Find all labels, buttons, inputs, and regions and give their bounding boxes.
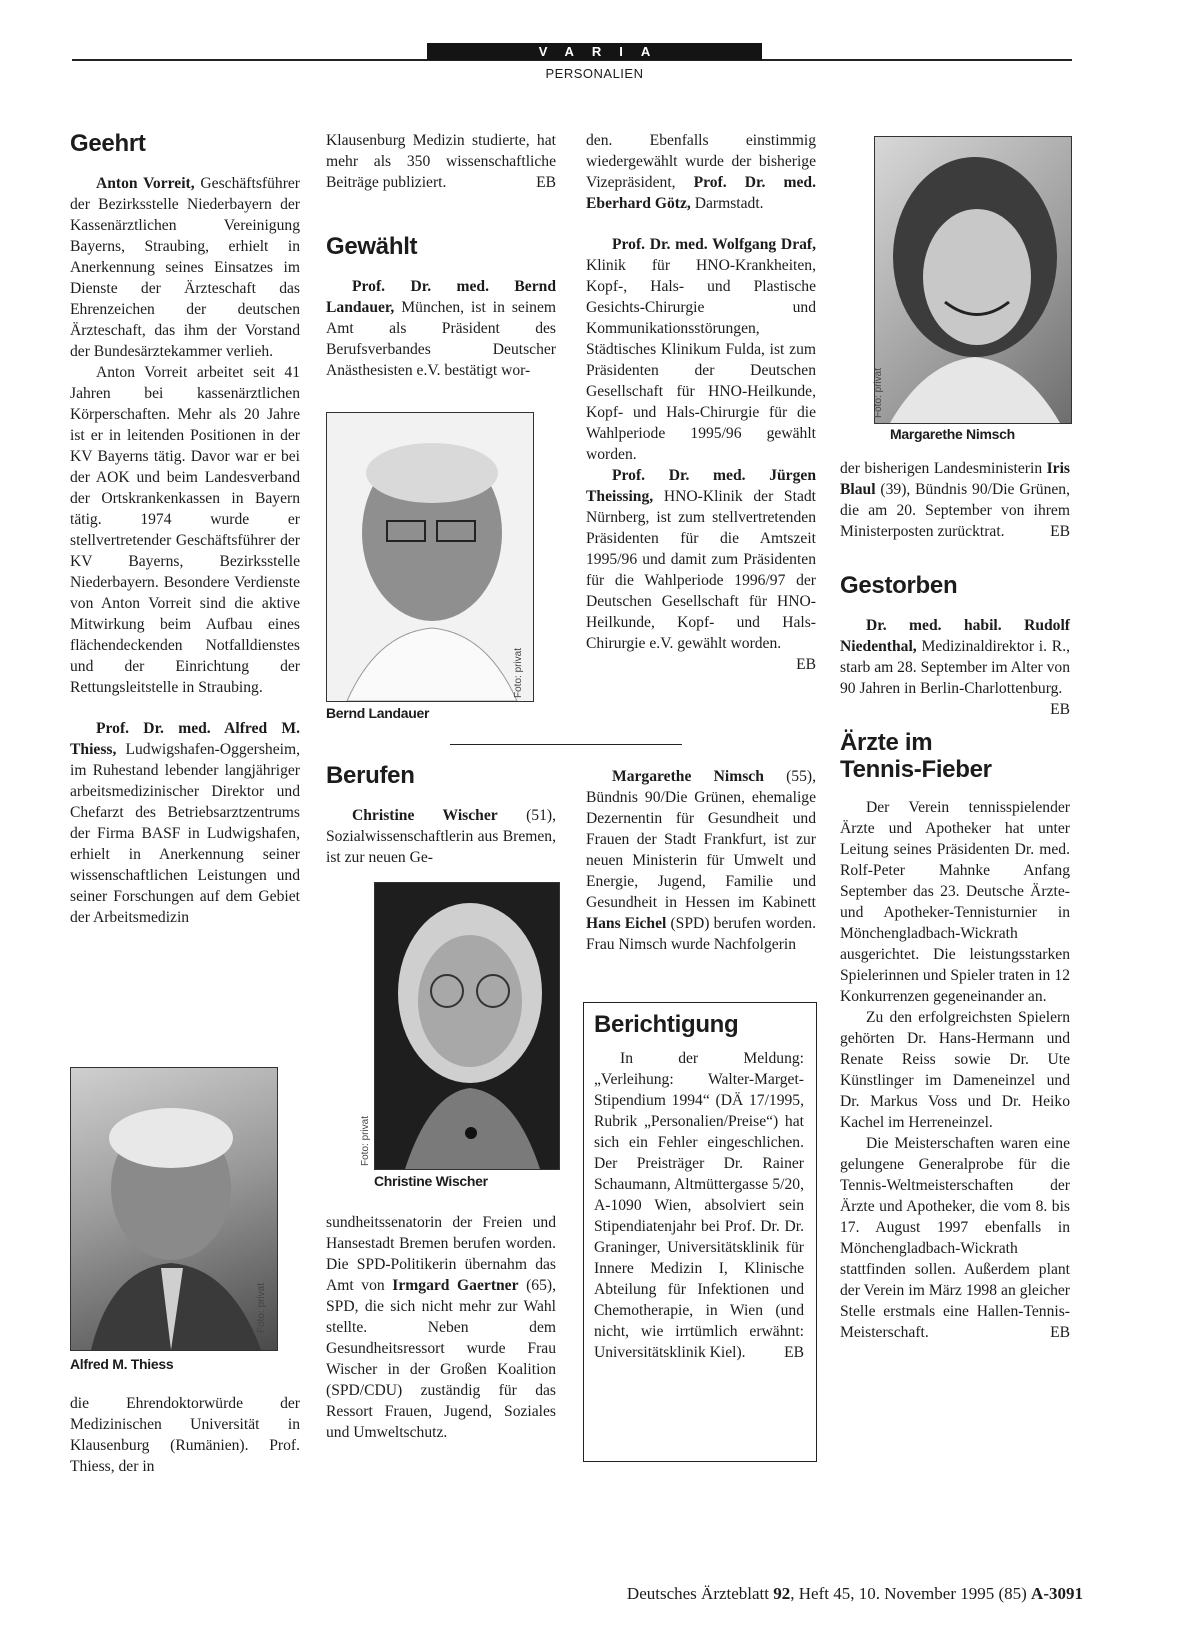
photo-caption: Christine Wischer — [374, 1173, 488, 1189]
person-name: Christine Wischer — [352, 807, 498, 824]
berichtigung-content: Berichtigung In der Meldung: „Verleihung: Walter-Marget-Stipendium 1994“ (DÄ 17/1995, Rubrik „Personalien/Preise“) hat sich ein Fehler eingeschlichen. Der Preisträger Dr. Rainer Schaumann, Altmüttergasse 5/20, A-1090 Wien, absolviert sein Stipendiatenjahr bei Prof. Dr. Dr. Graninger, Universitätsklinik für Innere Medizin I, Klinische Abteilung für Infektionen und Chemotherapie, in Wien (und nicht, wie irrtümlich erwähnt: Universitätsklinik Kiel). EB — [594, 1011, 804, 1361]
article-landauer: Prof. Dr. med. Bernd Landauer, München, ist in seinem Amt als Präsident des Berufsverbandes Deutscher Anästhesisten e.V. bestätigt wor- — [326, 278, 556, 379]
portrait-image — [375, 883, 559, 1169]
person-name: Iris Blaul — [840, 460, 1070, 498]
article-draf: Prof. Dr. med. Wolfgang Draf, Klinik für HNO-Krankheiten, Kopf-, Hals- und Plastische Gesichts-Chirurgie und Kommunikationsstörungen, Städtisches Klinikum Fulda, ist zum Präsidenten der Deutschen Gesellschaft für HNO-Heilkunde, Kopf- und Hals-Chirurgie für die Wahlperiode 1995/96 gewählt worden. — [586, 236, 816, 463]
photo-nimsch — [874, 136, 1072, 424]
person-name: Irmgard Gaertner — [392, 1277, 519, 1294]
person-name: Prof. Dr. med. Eberhard Götz, — [586, 174, 816, 212]
berufen-section — [326, 762, 556, 868]
portrait-image — [327, 413, 533, 701]
person-name: Hans Eichel — [586, 915, 667, 932]
section-divider — [450, 744, 682, 745]
section-banner: VARIA — [427, 43, 762, 60]
article-niedenthal: Dr. med. habil. Rudolf Niedenthal, Medizinaldirektor i. R., starb am 28. September im Alter von 90 Jahren in Berlin-Charlottenburg. EB — [840, 617, 1070, 718]
heading-berufen: Berufen — [326, 762, 415, 789]
person-name: Prof. Dr. med. Bernd Landauer, — [326, 278, 556, 316]
person-name: Anton Vorreit, — [96, 175, 195, 192]
column-2: Klausenburg Medizin studierte, hat mehr als 350 wissenschaftliche Beiträge publiziert. EB Gewählt Prof. Dr. med. Bernd Landauer, München, ist in seinem Amt als Präsident des Berufsverbandes Deutscher Anästhesisten e.V. bestätigt wor- — [326, 132, 556, 379]
page-footer: Deutsches Ärzteblatt 92, Heft 45, 10. November 1995 (85) A-3091 — [626, 1584, 1083, 1603]
berufen-cont: sundheitssenatorin der Freien und Hansestadt Bremen berufen worden. Die SPD-Politikerin übernahm das Amt von Irmgard Gaertner (65), SPD, die sich nicht mehr zur Wahl stellte. Neben dem Gesundheitsressort wurde Frau Wischer in der Großen Koalition (SPD/CDU) zuständig für das Ressort Frauen, Jugend, Soziales und Umweltschutz. — [326, 1214, 556, 1441]
column-1-bottom: die Ehrendoktorwürde der Medizinischen Universität in Klausenburg (Rumänien). Prof. Thiess, der in — [70, 1395, 300, 1475]
article-tennis-1: Der Verein tennisspielender Ärzte und Apotheker hat unter Leitung seines Präsidenten Dr. med. Rolf-Peter Mahnke Anfang September das 23. Deutsche Ärzte- und Apotheker-Tennisturnier in Mönchengladbach-Wickrath ausgerichtet. Die leistungsstarken Spielerinnen und Spieler traten in 12 Konkurrenzen gegeneinander an. — [840, 799, 1070, 1005]
photo-credit: Foto: privat — [513, 647, 524, 698]
person-name: Dr. med. habil. Rudolf Niedenthal, — [840, 617, 1070, 655]
article-vorreit: Anton Vorreit, Geschäftsführer der Bezirksstelle Niederbayern der Kassenärztlichen Vereinigung Bayerns, Straubing, erhielt in Anerkennung seines Einsatzes im Dienste der Ärzteschaft das Ehrenzeichen der deutschen Ärzteschaft, das ihm der Vorstand der Bundesärztekammer verlieh. — [70, 175, 300, 360]
photo-credit: Foto: privat — [360, 1115, 371, 1166]
column-1 — [70, 130, 300, 928]
person-name: Prof. Dr. med. Wolfgang Draf, — [612, 236, 816, 253]
photo-credit: Foto: privat — [873, 367, 884, 418]
photo-caption: Alfred M. Thiess — [70, 1356, 174, 1372]
article-thiess: Prof. Dr. med. Alfred M. Thiess, Ludwigshafen-Oggersheim, im Ruhestand lebender langjähriger arbeitsmedizinischer Direktor und Chefarzt des Betriebsarztzentrums der Firma BASF in Ludwigshafen, erhielt in Anerkennung seiner wissenschaftlichen Leistungen und seiner Forschungen auf dem Gebiet der Arbeitsmedizin — [70, 720, 300, 926]
portrait-image — [875, 137, 1071, 423]
subsection-label: PERSONALIEN — [545, 66, 644, 81]
article-tennis-3: Die Meisterschaften waren eine gelungene Generalprobe für die Tennis-Weltmeisterschaften der Ärzte und Apotheker, die vom 8. bis 17. August 1997 ebenfalls in Mönchengladbach-Wickrath stattfinden sollen. Außerdem plant der Verein im März 1998 an gleicher Stelle erstmals eine Hallen-Tennis-Meisterschaft. EB — [840, 1135, 1070, 1341]
person-name: Prof. Dr. med. Jürgen Theissing, — [586, 467, 816, 505]
page-number: A-3091 — [1031, 1584, 1083, 1603]
heading-tennis: Ärzte im Tennis-Fieber — [840, 729, 992, 783]
heading-gestorben: Gestorben — [840, 572, 958, 599]
article-tennis-2: Zu den erfolgreichsten Spielern gehörten Dr. Hans-Hermann und Renate Reiss sowie Dr. Ute Künstlinger im Dameneinzel und Dr. Markus Voss und Dr. Heiko Kachel im Herreneinzel. — [840, 1009, 1070, 1131]
photo-credit: Foto: privat — [256, 1282, 267, 1333]
person-name: Prof. Dr. med. Alfred M. Thiess, — [70, 720, 300, 758]
article-vorreit-2: Anton Vorreit arbeitet seit 41 Jahren bei kassenärztlichen Körperschaften. Mehr als 20 Jahre ist er in leitenden Positionen in der KV Bayerns tätig. Davor war er bei der AOK und beim Landesverband der Ortskrankenkassen in Bayern tätig. 1974 wurde er stellvertretender Geschäftsführer der KV Bayerns, Bezirksstelle Niederbayern. Besondere Verdienste von Anton Vorreit sind die aktive Mitwirkung beim Aufbau eines flächendeckenden Notfalldienstes und der Einrichtung der Rettungsleitstelle in Straubing. — [70, 364, 300, 696]
photo-thiess — [70, 1067, 278, 1351]
article-nimsch: Margarethe Nimsch (55), Bündnis 90/Die Grünen, ehemalige Dezernentin für Gesundheit und Frauen der Stadt Frankfurt, ist zur neuen Ministerin für Umwelt und Energie, Jugend, Familie und Gesundheit in Hessen im Kabinett Hans Eichel (SPD) berufen worden. Frau Nimsch wurde Nachfolgerin — [586, 768, 816, 953]
article-wischer: Christine Wischer (51), Sozialwissenschaftlerin aus Bremen, ist zur neuen Ge- — [326, 807, 556, 866]
person-name: Margarethe Nimsch — [612, 768, 764, 785]
heading-gewaehlt: Gewählt — [326, 233, 418, 260]
heading-geehrt: Geehrt — [70, 130, 146, 157]
photo-wischer — [374, 882, 560, 1170]
column-3: den. Ebenfalls einstimmig wiedergewählt wurde der bisherige Vizepräsident, Prof. Dr. med. Eberhard Götz, Darmstadt. Prof. Dr. med. Wolfgang Draf, Klinik für HNO-Krankheiten, Kopf-, Hals- und Plastische Gesichts-Chirurgie und Kommunikationsstörungen, Städtisches Klinikum Fulda, ist zum Präsidenten der Deutschen Gesellschaft für HNO-Heilkunde, Kopf- und Hals-Chirurgie für die Wahlperiode 1995/96 gewählt worden. Prof. Dr. med. Jürgen Theissing, HNO-Klinik der Stadt Nürnberg, ist zum stellvertretenden Präsidenten für die Amtszeit 1995/96 und damit zum Präsidenten für die Wahlperiode 1996/97 der Deutschen Gesellschaft für HNO-Heilkunde, Kopf- und Hals-Chirurgie e.V. gewählt worden. EB — [586, 132, 816, 673]
article-theissing: Prof. Dr. med. Jürgen Theissing, HNO-Klinik der Stadt Nürnberg, ist zum stellvertretenden Präsidenten für die Amtszeit 1995/96 und damit zum Präsidenten für die Wahlperiode 1996/97 der Deutschen Gesellschaft für HNO-Heilkunde, Kopf- und Hals-Chirurgie e.V. gewählt worden. EB — [586, 467, 816, 673]
photo-caption: Bernd Landauer — [326, 705, 430, 721]
portrait-image — [71, 1068, 277, 1350]
heading-berichtigung: Berichtigung — [594, 1011, 739, 1038]
photo-caption: Margarethe Nimsch — [890, 426, 1015, 442]
column-4: der bisherigen Landesministerin Iris Blaul (39), Bündnis 90/Die Grünen, die am 20. September von ihrem Ministerposten zurücktrat. EB Gestorben Dr. med. habil. Rudolf Niedenthal, Medizinaldirektor i. R., starb am 28. September im Alter von 90 Jahren in Berlin-Charlottenburg. EB Ärzte im Tennis-Fieber Der Verein tennisspielender Ärzte und Apotheker hat unter Leitung seines Präsidenten Dr. med. Rolf-Peter Mahnke Anfang September das 23. Deutsche Ärzte- und Apotheker-Tennisturnier in Mönchengladbach-Wickrath ausgerichtet. Die leistungsstarken Spielerinnen und Spieler traten in 12 Konkurrenzen gegeneinander an. Zu den erfolgreichsten Spielern gehörten Dr. Hans-Hermann und Renate Reiss sowie Dr. Ute Künstlinger im Dameneinzel und Dr. Markus Voss und Dr. Heiko Kachel im Herreneinzel. Die Meisterschaften waren eine gelungene Generalprobe für die Tennis-Weltmeisterschaften der Ärzte und Apotheker, die vom 8. bis 17. August 1997 ebenfalls in Mönchengladbach-Wickrath stattfinden sollen. Außerdem plant der Verein im März 1998 an gleicher Stelle erstmals eine Hallen-Tennis-Meisterschaft. EB — [840, 460, 1070, 1341]
photo-landauer — [326, 412, 534, 702]
